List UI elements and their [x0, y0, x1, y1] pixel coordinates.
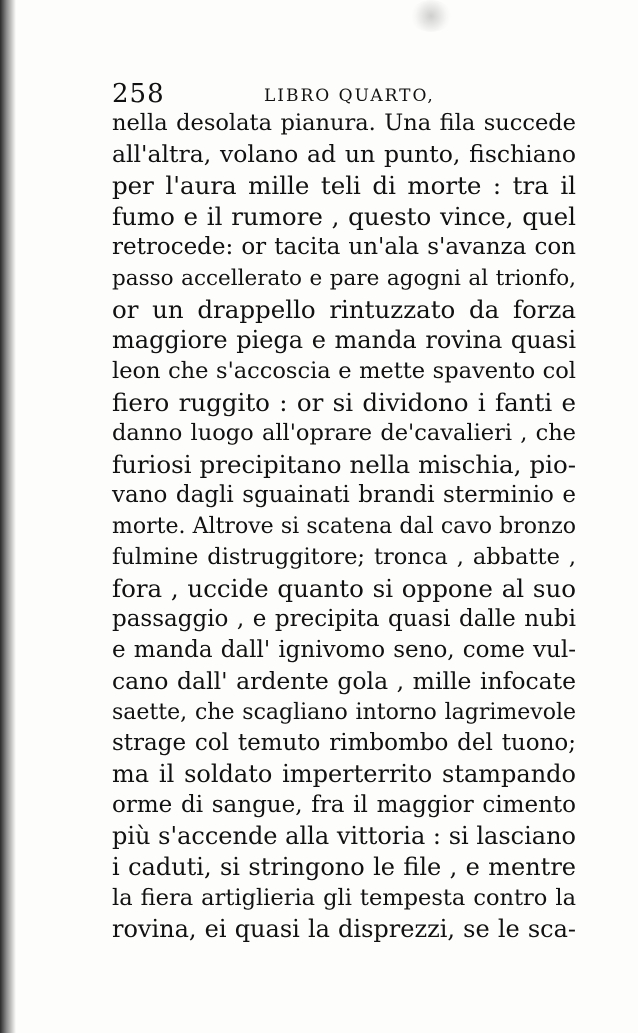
text-line: strage col temuto rimbombo del tuono; [112, 730, 576, 756]
text-line: retrocede: or tacita un'ala s'avanza con [112, 234, 576, 260]
paper-stain [410, 0, 452, 32]
text-line: orme di sangue, fra il maggior cimento [112, 792, 576, 818]
text-line: e manda dall' ignivomo seno, come vul- [112, 637, 576, 663]
text-line: i caduti, si stringono le file , e mentre [112, 853, 576, 881]
text-line: all'altra, volano ad un punto, fischiano [112, 140, 576, 168]
page-gutter-shadow [0, 0, 16, 1033]
body-text [112, 108, 576, 945]
text-line: furiosi precipitano nella mischia, pio- [112, 450, 576, 479]
text-line: maggiore piega e manda rovina quasi [112, 326, 576, 354]
text-line: fiero ruggito : or si dividono i fanti e [112, 388, 576, 417]
text-line: vano dagli sguainati brandi sterminio e [112, 482, 576, 508]
text-line: per l'aura mille teli di morte : tra il [112, 171, 576, 200]
text-line: più s'accende alla vittoria : si lasciano [112, 822, 576, 850]
page-number: 258 [112, 79, 165, 109]
text-line: fulmine distruggitore; tronca , abbatte , [112, 544, 576, 570]
text-line: passo accellerato e pare agogni al trionfo, [112, 266, 576, 291]
text-line: danno luogo all'oprare de'cavalieri , che [112, 420, 576, 446]
page-header [112, 76, 552, 112]
text-line: saette, che scagliano intorno lagrimevole [112, 700, 576, 725]
text-line: or un drappello rintuzzato da forza [112, 295, 576, 324]
text-line: passaggio , e precipita quasi dalle nubi [112, 606, 576, 632]
text-line: nella desolata pianura. Una fila succede [112, 110, 576, 136]
text-line: ma il soldato imperterrito stampando [112, 760, 576, 788]
text-line: leon che s'accoscia e mette spavento col [112, 358, 576, 384]
running-head: LIBRO QUARTO, [264, 86, 435, 106]
text-line: la fiera artiglieria gli tempesta contro la [112, 885, 576, 911]
text-line: fora , uccide quanto si oppone al suo [112, 574, 576, 603]
text-line: morte. Altrove si scatena dal cavo bronzo [112, 514, 576, 539]
text-line: rovina, ei quasi la disprezzi, se le sca- [112, 915, 576, 943]
text-line: cano dall' ardente gola , mille infocate [112, 667, 576, 695]
text-line: fumo e il rumore , questo vince, quel [112, 202, 576, 231]
